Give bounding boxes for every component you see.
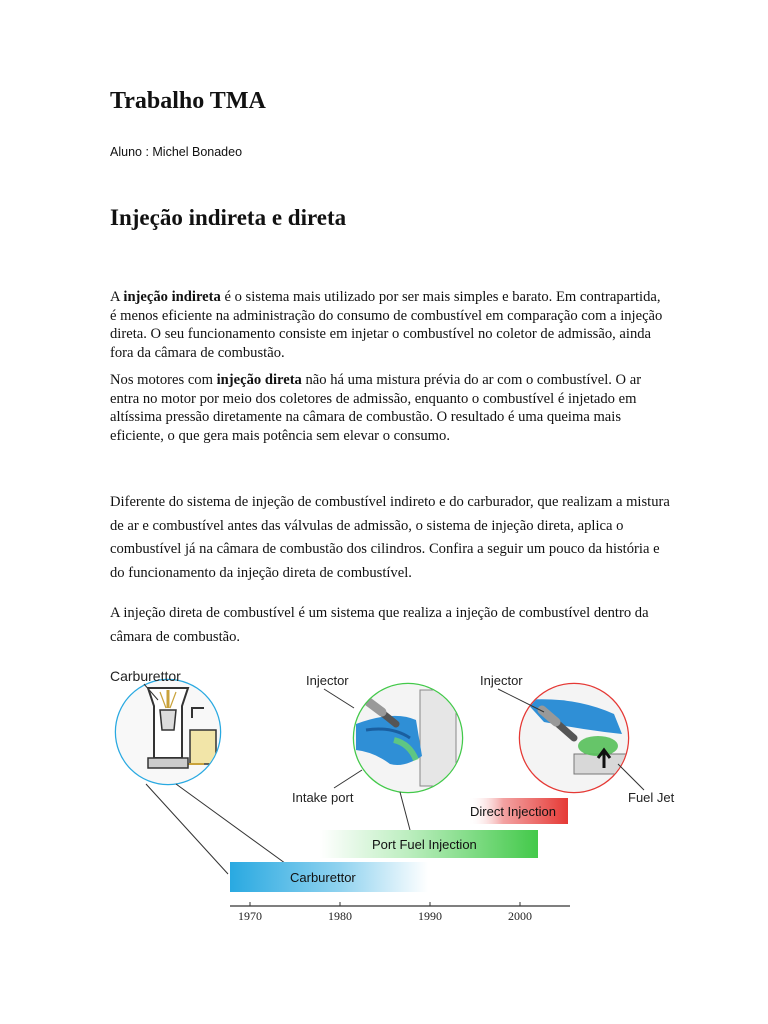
p2-bold-term: injeção direta <box>216 372 302 388</box>
p1-body: é o sistema mais utilizado por ser mais simples e barato. Em contrapartida, é menos eficiente na administração do consumo de combustível em comparação com a injeção direta. O seu funcionamento consiste em injetar o combustível no coletor de admissão, ainda fora da câmara de combustão. <box>110 289 663 361</box>
port-injection-illustration <box>354 684 462 792</box>
paragraph-history: Diferente do sistema de injeção de combustível indireto e do carburador, que realizam a mistura de ar e combustível antes das válvulas de admissão, o sistema de injeção direta, aplica o combustível já na câmara de combustão dos cilindros. Confira a seguir um pouco da história e do funcionamento da injeção direta de combustível. <box>110 494 670 581</box>
year-tick-1980: 1980 <box>328 909 352 923</box>
section-heading: Injeção indireta e direta <box>110 205 347 230</box>
paragraph-indirect <box>110 288 670 362</box>
paragraph-direct <box>110 371 670 445</box>
label-intake-port: Intake port <box>292 790 354 805</box>
label-injector-direct: Injector <box>480 673 523 688</box>
bar-direct-label: Direct Injection <box>470 804 556 819</box>
p2-lead: Nos motores com <box>110 372 217 388</box>
injection-evolution-figure <box>104 660 684 930</box>
label-fuel-jet: Fuel Jet <box>628 790 675 805</box>
p1-bold-term: injeção indireta <box>123 289 221 305</box>
label-injector-port: Injector <box>306 673 349 688</box>
p1-lead: A <box>110 289 124 305</box>
bar-port-label: Port Fuel Injection <box>372 837 477 852</box>
p2-body: não há uma mistura prévia do ar com o combustível. O ar entra no motor por meio dos coletores de admissão, enquanto o combustível é injetado em altíssima pressão diretamente na câmara de combustão. O resultado é uma queima mais eficiente, o que gera mais potência sem elevar o consumo. <box>110 372 642 444</box>
year-tick-1990: 1990 <box>418 909 442 923</box>
year-tick-2000: 2000 <box>508 909 532 923</box>
bar-carburettor-label: Carburettor <box>290 870 356 885</box>
label-carburettor: Carburettor <box>110 668 181 684</box>
direct-injection-illustration <box>520 684 628 792</box>
year-tick-1970: 1970 <box>238 909 262 923</box>
carburettor-illustration <box>116 680 220 784</box>
student-name: Aluno : Michel Bonadeo <box>110 145 243 159</box>
paragraph-definition: A injeção direta de combustível é um sistema que realiza a injeção de combustível dentro da câmara de combustão. <box>110 605 649 645</box>
document-title: Trabalho TMA <box>110 88 266 114</box>
